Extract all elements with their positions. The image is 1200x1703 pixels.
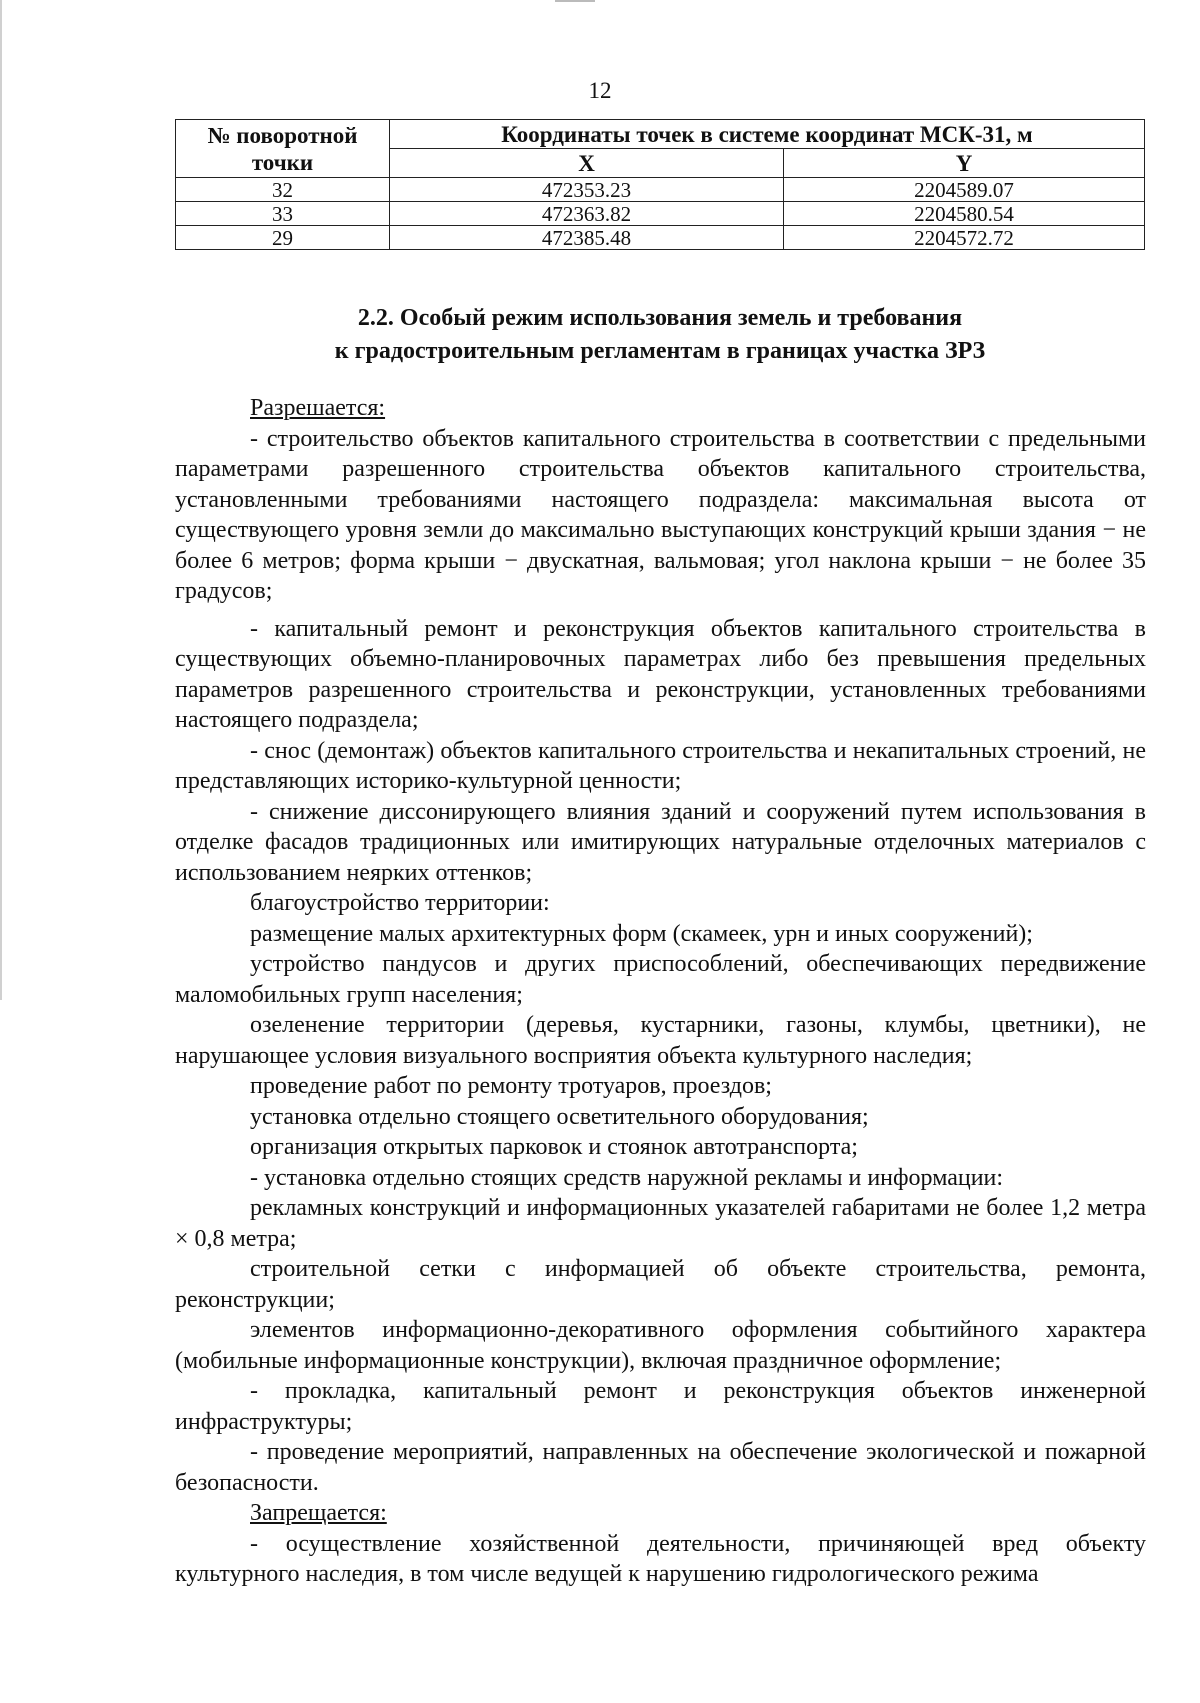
paragraph: - снижение диссонирующего влияния зданий и сооружений путем использования в отделке фасадов традиционных или имитирующих натуральные отделочных материалов с использованием неярких оттенков; [175,798,1146,886]
header-coords: Координаты точек в системе координат МСК-31, м [390,120,1145,149]
scan-mark [555,0,595,2]
header-x: X [390,149,784,178]
allowed-label: Разрешается: [250,395,386,421]
cell-y: 2204580.54 [784,202,1145,226]
paragraph: озеленение территории (деревья, кустарники, газоны, клумбы, цветники), не нарушающее условия визуального восприятия объекта культурного наследия; [175,1012,1146,1069]
cell-point: 32 [176,178,390,202]
section-heading [175,302,1145,368]
document-body [175,393,1146,1590]
paragraph: проведение работ по ремонту тротуаров, проездов; [250,1073,772,1099]
paragraph: элементов информационно-декоративного оформления событийного характера (мобильные информационные конструкции), включая праздничное оформление; [175,1317,1146,1374]
paragraph: устройство пандусов и других приспособлений, обеспечивающих передвижение маломобильных групп населения; [175,951,1146,1008]
cell-y: 2204572.72 [784,226,1145,250]
paragraph: - осуществление хозяйственной деятельности, причиняющей вред объекту культурного наследия, в том числе ведущей к нарушению гидрологического режима [175,1530,1146,1587]
section-heading-line1: 2.2. Особый режим использования земель и требования [357,305,963,331]
table-row [176,202,1145,226]
paragraph: строительной сетки с информацией об объекте строительства, ремонта, реконструкции; [175,1256,1146,1313]
paragraph: - проведение мероприятий, направленных на обеспечение экологической и пожарной безопасности. [175,1439,1146,1496]
cell-x: 472385.48 [390,226,784,250]
paragraph: установка отдельно стоящего осветительного оборудования; [250,1103,869,1130]
cell-point: 29 [176,226,390,250]
paragraph: - снос (демонтаж) объектов капитального строительства и некапитальных строений, не представляющих историко-культурной ценности; [175,737,1146,794]
paragraph: - прокладка, капитальный ремонт и реконструкция объектов инженерной инфраструктуры; [175,1378,1146,1435]
paragraph: - установка отдельно стоящих средств наружной рекламы и информации: [250,1164,1004,1191]
cell-x: 472353.23 [390,178,784,202]
paragraph: - капитальный ремонт и реконструкция объектов капитального строительства в существующих объемно-планировочных параметрах либо без превышения предельных параметров разрешенного строительства и реконструкции, установленных требованиями настоящего подраздела; [175,615,1146,733]
forbidden-label: Запрещается: [250,1500,387,1526]
section-heading-line2: к градостроительным регламентам в границах участка ЗРЗ [334,338,986,364]
cell-y: 2204589.07 [784,178,1145,202]
paragraph: рекламных конструкций и информационных указателей габаритами не более 1,2 метра × 0,8 метра; [175,1195,1146,1252]
page-number: 12 [588,78,612,103]
table-row [176,226,1145,250]
paragraph: размещение малых архитектурных форм (скамеек, урн и иных сооружений); [250,920,1033,947]
paragraph: организация открытых парковок и стоянок автотранспорта; [250,1134,858,1160]
scan-margin-line [0,0,2,1000]
paragraph: благоустройство территории: [250,890,550,916]
table-row [176,178,1145,202]
coordinates-table [175,119,1145,250]
header-y: Y [784,149,1145,178]
header-point: № поворотной точки [176,120,390,178]
cell-point: 33 [176,202,390,226]
paragraph: - строительство объектов капитального строительства в соответствии с предельными параметрами разрешенного строительства объектов капитального строительства, установленными требованиями настоящего подраздела: максимальная высота от существующего уровня земли до максимально выступающих конструкций крыши здания − не более 6 метров; форма крыши − двускатная, вальмовая; угол наклона крыши − не более 35 градусов; [175,425,1146,604]
cell-x: 472363.82 [390,202,784,226]
